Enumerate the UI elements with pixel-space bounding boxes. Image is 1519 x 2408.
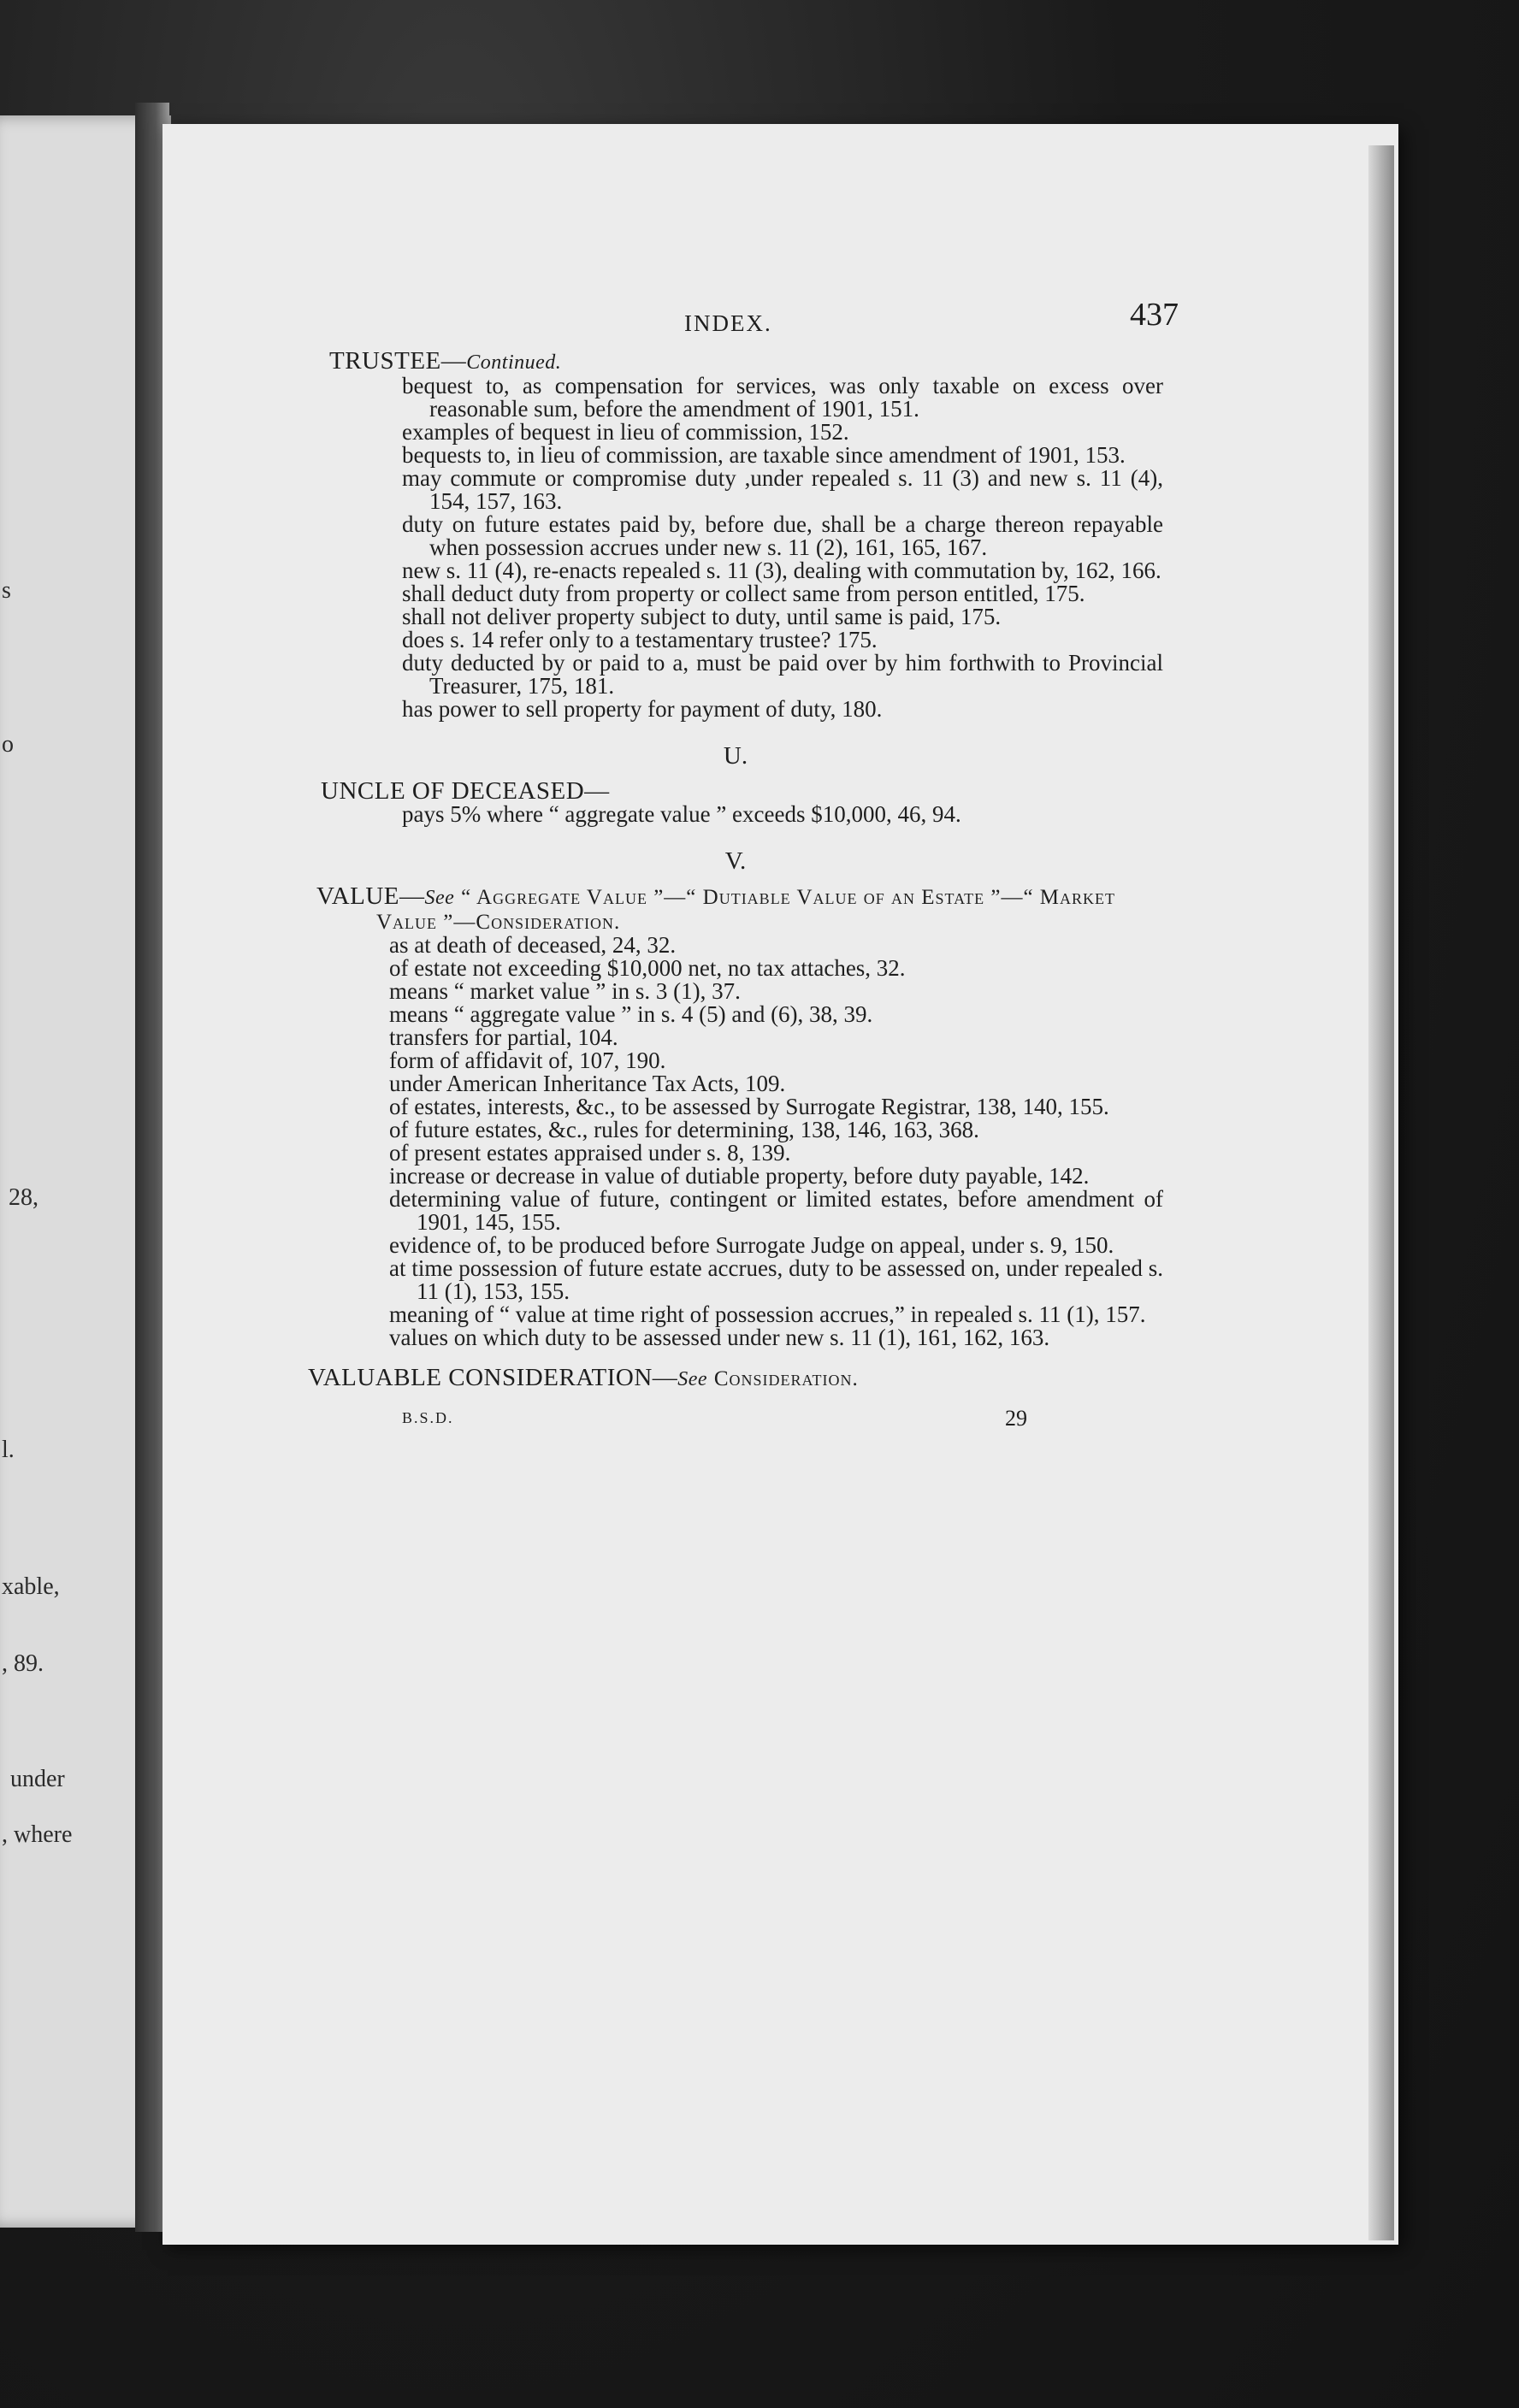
header-title: INDEX. xyxy=(684,310,772,336)
index-entry: pays 5% where “ aggregate value ” exceeds $10,000, 46, 94. xyxy=(402,801,961,827)
index-entry: does s. 14 refer only to a testamentary trustee? 175. xyxy=(402,627,878,652)
value-entries xyxy=(308,934,1163,1349)
left-fragment: , where xyxy=(2,1821,73,1848)
heading-valuable-consideration: VALUABLE CONSIDERATION—See Consideration. xyxy=(308,1364,859,1391)
left-fragment: xable, xyxy=(2,1573,60,1600)
page-number: 437 xyxy=(1130,297,1179,333)
index-entry: at time possession of future estate accrues, duty to be assessed on, under repealed s. 11 (1), 153, 155. xyxy=(389,1255,1163,1304)
index-entry: values on which duty to be assessed under new s. 11 (1), 161, 162, 163. xyxy=(389,1325,1050,1350)
left-fragment: l. xyxy=(2,1437,15,1463)
section-letter-v: V. xyxy=(724,847,747,875)
index-entry: increase or decrease in value of dutiable property, before duty payable, 142. xyxy=(389,1163,1090,1189)
running-header xyxy=(308,297,1179,346)
sheet-number: 29 xyxy=(1005,1406,1027,1431)
see-label: See xyxy=(424,887,455,909)
index-entry: means “ market value ” in s. 3 (1), 37. xyxy=(389,978,741,1004)
index-entry: bequest to, as compensation for services, was only taxable on excess over reasonable sum, before the amendment of 1901, 151. xyxy=(402,373,1163,422)
index-entry: determining value of future, contingent or limited estates, before amendment of 1901, 145, 155. xyxy=(389,1186,1163,1235)
index-entry: new s. 11 (4), re-enacts repealed s. 11 (3), dealing with commutation by, 162, 166. xyxy=(402,558,1161,583)
section-letter-u: U. xyxy=(723,742,748,770)
index-entry: bequests to, in lieu of commission, are taxable since amendment of 1901, 153. xyxy=(402,442,1126,468)
index-entry: of present estates appraised under s. 8, 139. xyxy=(389,1140,791,1166)
index-entry: form of affidavit of, 107, 190. xyxy=(389,1048,666,1073)
index-entry: transfers for partial, 104. xyxy=(389,1024,618,1050)
trustee-entries xyxy=(308,375,1163,721)
heading-value: VALUE—See “ Aggregate Value ”—“ Dutiable Value of an Estate ”—“ Market Value ”—Consideration. xyxy=(316,882,1116,934)
heading-trustee: TRUSTEE—Continued. xyxy=(329,347,562,375)
see-reference: Consideration. xyxy=(713,1367,859,1390)
index-entry: of estate not exceeding $10,000 net, no tax attaches, 32. xyxy=(389,955,906,981)
index-entry: may commute or compromise duty ,under repealed s. 11 (3) and new s. 11 (4), 154, 157, 163. xyxy=(402,465,1163,514)
page-footer xyxy=(308,1407,1163,1441)
left-fragment: o xyxy=(2,731,14,758)
index-entry: shall deduct duty from property or collect same from person entitled, 175. xyxy=(402,581,1085,606)
index-entry: duty deducted by or paid to a, must be paid over by him forthwith to Provincial Treasurer, 175, 181. xyxy=(402,650,1163,699)
page-content xyxy=(308,297,1179,1441)
index-entry: as at death of deceased, 24, 32. xyxy=(389,932,677,958)
index-entry: duty on future estates paid by, before due, shall be a charge thereon repayable when possession accrues under new s. 11 (2), 161, 165, 167. xyxy=(402,511,1163,560)
index-entry: examples of bequest in lieu of commission, 152. xyxy=(402,419,849,445)
heading-uncle: UNCLE OF DECEASED— xyxy=(321,777,610,805)
see-label: See xyxy=(677,1368,708,1390)
heading-continued: Continued. xyxy=(466,351,562,374)
index-entry: of future estates, &c., rules for determining, 138, 146, 163, 368. xyxy=(389,1117,979,1142)
signature-mark: B.S.D. xyxy=(402,1409,454,1426)
page-edge-shadow xyxy=(1368,145,1394,2240)
index-entry: means “ aggregate value ” in s. 4 (5) and (6), 38, 39. xyxy=(389,1001,873,1027)
index-entry: evidence of, to be produced before Surrogate Judge on appeal, under s. 9, 150. xyxy=(389,1232,1114,1258)
index-entry: under American Inheritance Tax Acts, 109. xyxy=(389,1071,786,1096)
left-fragment: s xyxy=(2,577,11,604)
see-references: “ Aggregate Value ”—“ Dutiable Value of an Estate ”—“ Market Value ”—Consideration. xyxy=(376,886,1116,934)
left-fragment: 28, xyxy=(9,1184,38,1211)
left-fragment: , 89. xyxy=(2,1650,44,1677)
index-entry: of estates, interests, &c., to be assessed by Surrogate Registrar, 138, 140, 155. xyxy=(389,1094,1109,1119)
index-entry: shall not deliver property subject to duty, until same is paid, 175. xyxy=(402,604,1002,629)
index-entry: meaning of “ value at time right of possession accrues,” in repealed s. 11 (1), 157. xyxy=(389,1301,1146,1327)
left-fragment: under xyxy=(10,1766,65,1792)
index-entry: has power to sell property for payment of duty, 180. xyxy=(402,696,883,722)
